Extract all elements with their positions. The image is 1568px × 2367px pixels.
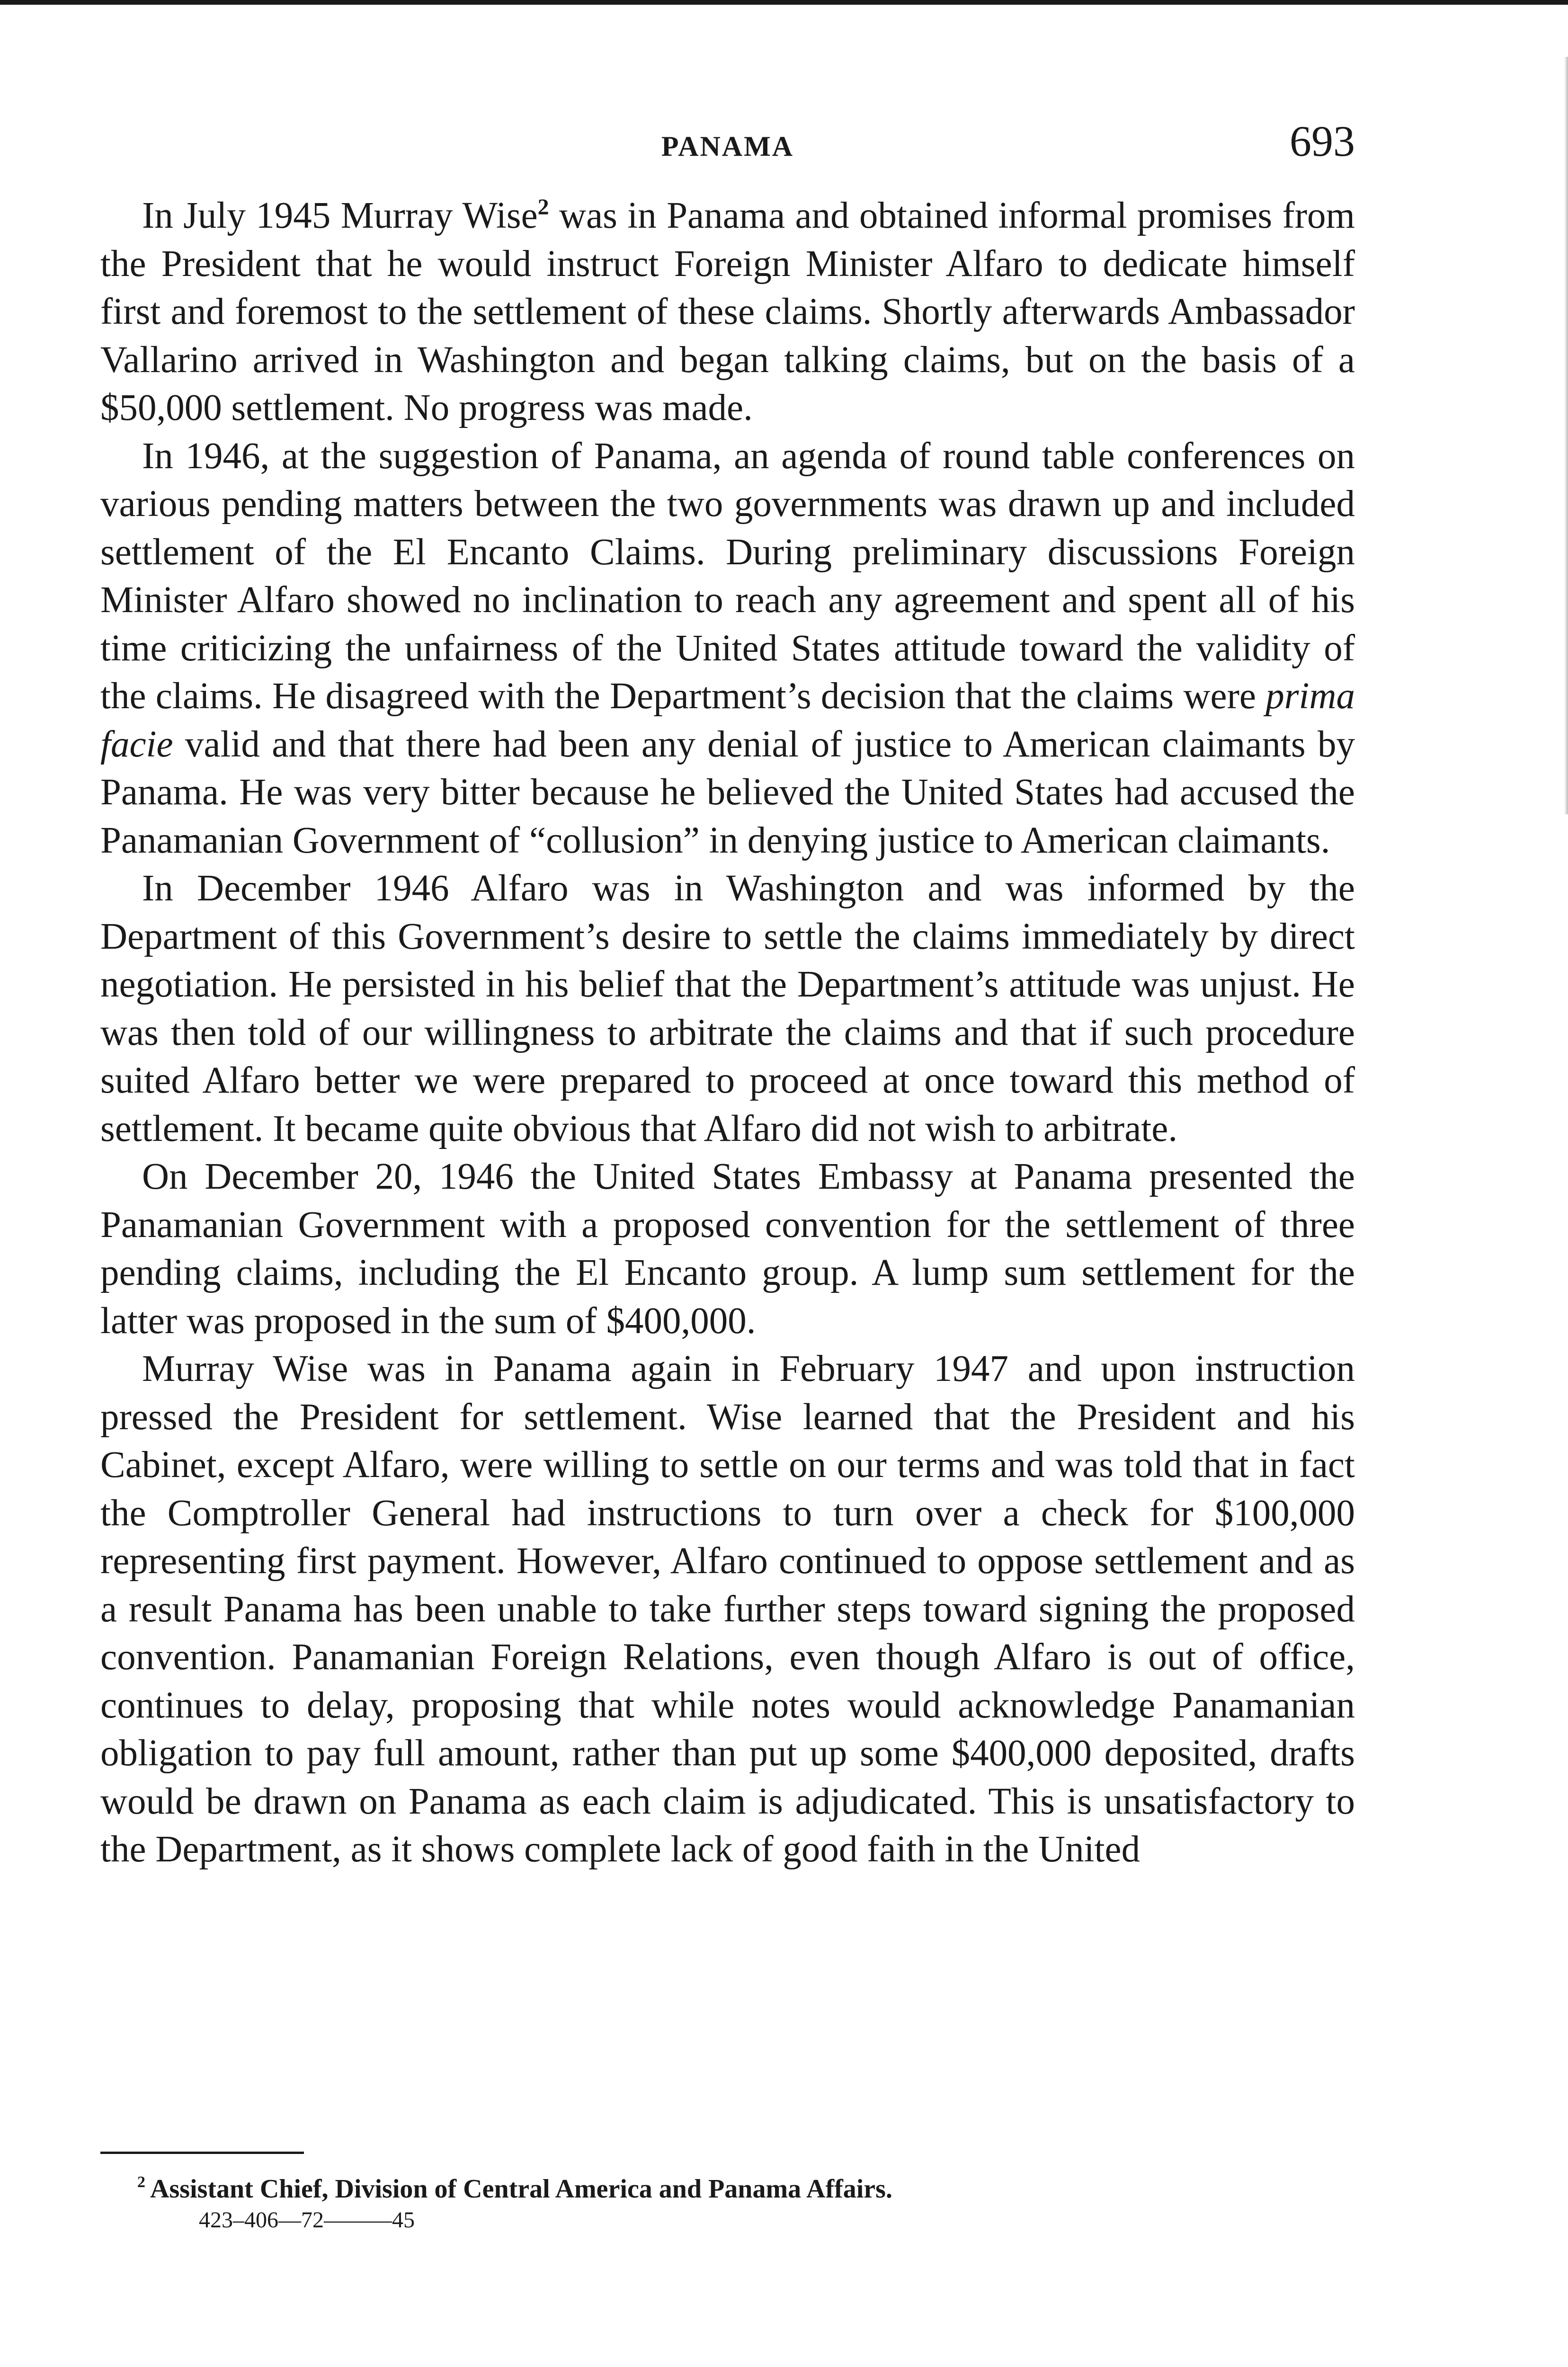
paragraph-5: Murray Wise was in Panama again in February 1947 and upon instruction pressed the President for settlement. Wise learned that the President and his Cabinet, except Alfaro, were willing to settle on our terms and was told that in fact the Comptroller General had instructions to turn over a check for $100,000 representing first payment. However, Alfaro continued to oppose settlement and as a result Panama has been unable to take further steps toward signing the proposed convention. Panamanian Foreign Relations, even though Alfaro is out of office, continues to delay, proposing that while notes would acknowledge Panamanian obligation to pay full amount, rather than put up some $400,000 deposited, drafts would be drawn on Panama as each claim is adjudicated. This is unsatisfactory to the Department, as it shows complete lack of good faith in the United bbox=[100, 1348, 1355, 1870]
paragraph-1-text-b: was in Panama and obtained informal promises from the President that he would instruct Foreign Minister Alfaro to dedicate himself first and foremost to the settlement of these claims. Shortly afterwards Ambassador Vallarino arrived in Washington and began talking claims, but on the basis of a $50,000 settlement. No progress was made. bbox=[100, 195, 1355, 428]
paragraph-3: In December 1946 Alfaro was in Washington and was informed by the Department of this Government’s desire to settle the claims immediately by direct negotiation. He persisted in his belief that the Department’s attitude was unjust. He was then told of our willingness to arbitrate the claims and that if such procedure suited Alfaro better we were prepared to proceed at once toward this method of settlement. It became quite obvious that Alfaro did not wish to arbitrate. bbox=[100, 868, 1355, 1149]
footnote bbox=[137, 2166, 892, 2206]
body-text bbox=[100, 192, 1355, 1874]
paragraph-2-text-a: In 1946, at the suggestion of Panama, an agenda of round table conferences on various pending matters between the two governments was drawn up and included settlement of the El Encanto Claims. During preliminary discussions Foreign Minister Alfaro showed no inclination to reach any agreement and spent all of his time criticizing the unfairness of the United States attitude toward the validity of the claims. He disagreed with the Department’s decision that the claims were bbox=[100, 435, 1355, 717]
running-head: PANAMA bbox=[661, 131, 794, 162]
paragraph-1-text-a: In July 1945 Murray Wise bbox=[142, 195, 538, 236]
paragraph-1 bbox=[100, 192, 1355, 432]
print-code: 423–406—72———45 bbox=[199, 2207, 415, 2233]
paragraph-2-italic-phrase: prima facie bbox=[100, 676, 1355, 765]
top-edge-rule bbox=[0, 0, 1568, 5]
footnote-rule bbox=[100, 2152, 304, 2154]
footnote-text: Assistant Chief, Division of Central America and Panama Affairs. bbox=[150, 2174, 892, 2204]
page-edge-shadow bbox=[1564, 57, 1568, 814]
paragraph-2 bbox=[100, 432, 1355, 865]
paragraph-2-text-b: valid and that there had been any denial of justice to American claimants by Panama. He was very bitter because he believed the United States had accused the Panamanian Government of “collusion” in denying justice to American claimants. bbox=[100, 723, 1355, 861]
page-number: 693 bbox=[1290, 117, 1355, 165]
page-header bbox=[100, 116, 1355, 168]
footnote-reference: 2 bbox=[537, 195, 549, 220]
paragraph-4: On December 20, 1946 the United States Embassy at Panama presented the Panamanian Government with a proposed convention for the settlement of three pending claims, including the El Encanto group. A lump sum settlement for the latter was proposed in the sum of $400,000. bbox=[100, 1156, 1355, 1342]
footnote-marker: 2 bbox=[137, 2173, 145, 2191]
